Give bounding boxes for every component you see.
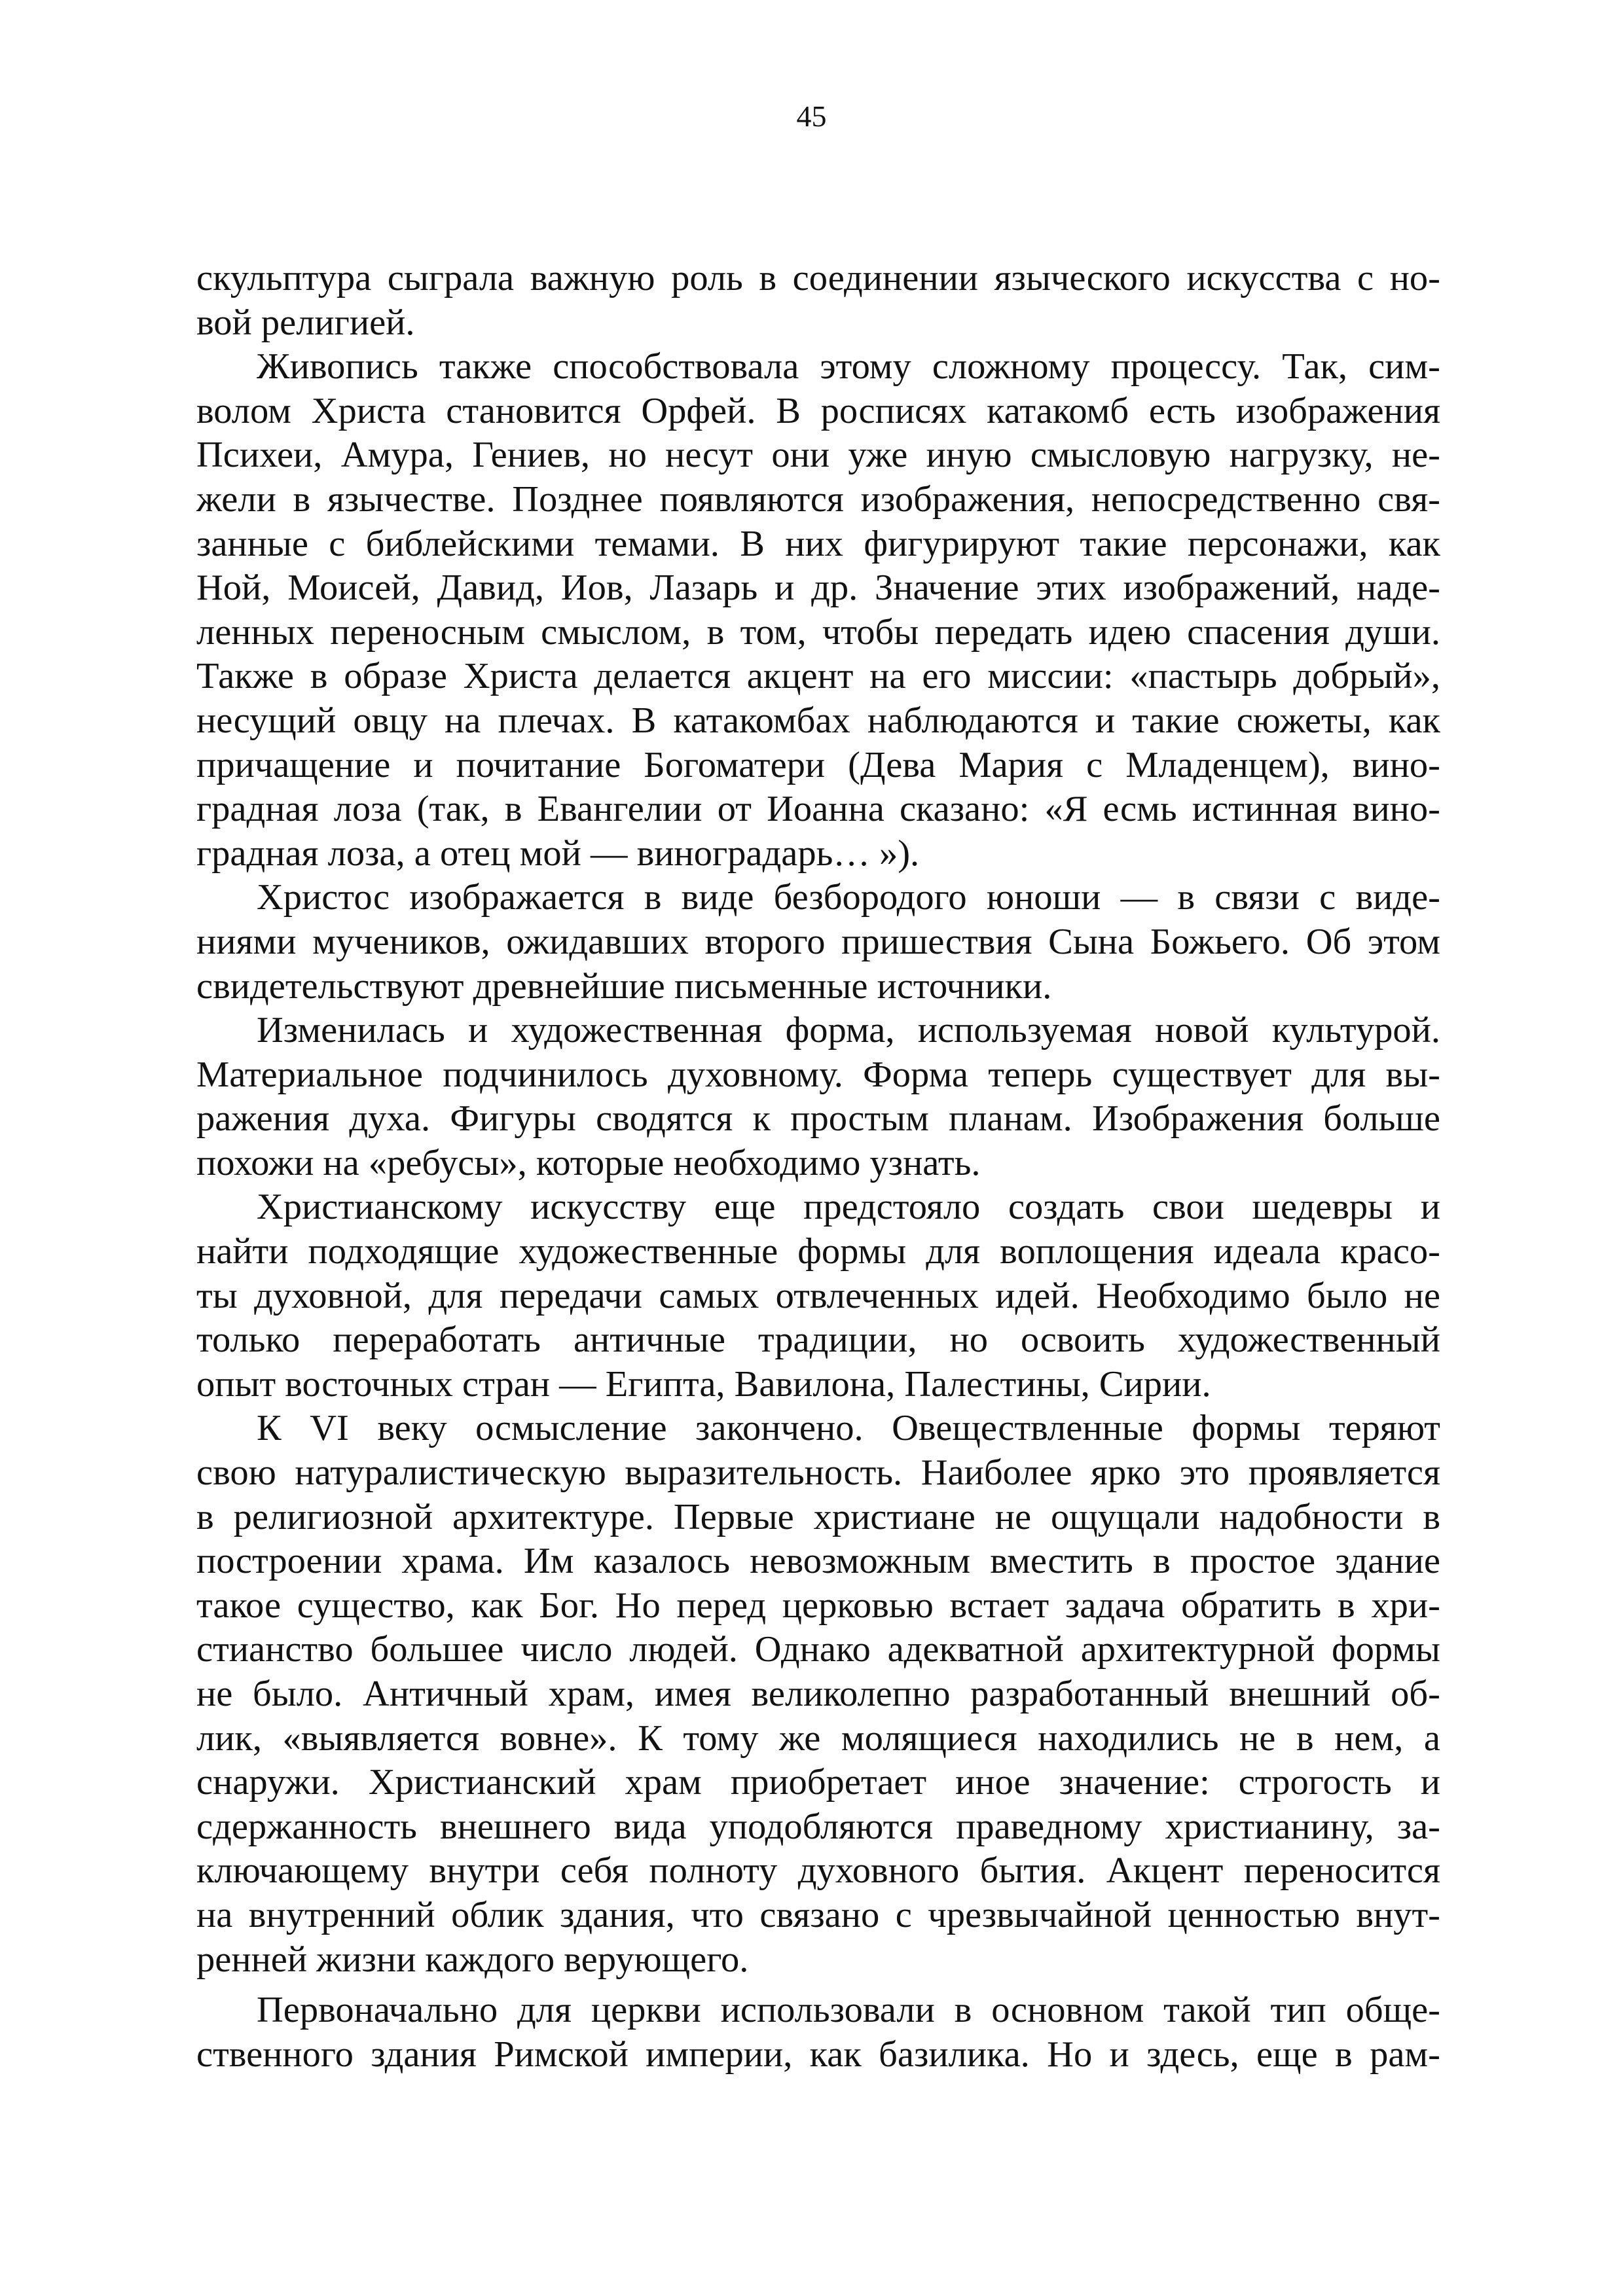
text-line: ленных переносным смыслом, в том, чтобы передать идею спасения души. — [196, 611, 1440, 653]
text-line: опыт восточных стран — Египта, Вавилона, Палестины, Сирии. — [196, 1363, 1211, 1405]
text-line: в религиозной архитектуре. Первые христиане не ощущали надобности в — [196, 1496, 1440, 1537]
text-line: такое существо, как Бог. Но перед церковью встает задача обратить в хри- — [196, 1585, 1440, 1626]
paragraph — [196, 1009, 1440, 1185]
text-line: волом Христа становится Орфей. В росписях катакомб есть изображения — [196, 390, 1440, 431]
text-line: Материальное подчинилось духовному. Форма теперь существует для вы- — [196, 1054, 1440, 1095]
text-line: ниями мучеников, ожидавших второго пришествия Сына Божьего. Об этом — [196, 921, 1440, 962]
text-line: занные с библейскими темами. В них фигурируют такие персонажи, как — [196, 523, 1440, 564]
text-line: свидетельствуют древнейшие письменные источники. — [196, 965, 1052, 1007]
text-line: градная лоза (так, в Евангелии от Иоанна сказано: «Я есмь истинная вино- — [196, 789, 1440, 830]
text-line: вой религией. — [196, 302, 415, 343]
page-number: 45 — [796, 99, 827, 133]
text-line: свою натуралистическую выразительность. Наиболее ярко это проявляется — [196, 1452, 1440, 1494]
paragraph — [196, 876, 1440, 1009]
body-text — [196, 257, 1440, 2077]
text-line: скульптура сыграла важную роль в соединении языческого искусства с но- — [196, 258, 1440, 298]
paragraph — [196, 257, 1440, 345]
text-line: не было. Античный храм, имея великолепно разработанный внешний об- — [196, 1674, 1440, 1714]
text-line: ты духовной, для передачи самых отвлеченных идей. Необходимо было не — [196, 1275, 1440, 1316]
text-line: Психеи, Амура, Гениев, но несут они уже иную смысловую нагрузку, не- — [196, 435, 1440, 476]
text-line: Также в образе Христа делается акцент на его миссии: «пастырь добрый», — [196, 656, 1440, 697]
text-line: ренней жизни каждого верующего. — [196, 1939, 749, 1980]
text-line: несущий овцу на плечах. В катакомбах наблюдаются и такие сюжеты, как — [196, 700, 1440, 741]
paragraph-gap — [196, 1982, 1440, 1988]
text-line: ключающему внутри себя полноту духовного бытия. Акцент переносится — [196, 1850, 1440, 1892]
text-line: найти подходящие художественные формы для воплощения идеала красо- — [196, 1231, 1440, 1272]
text-line: Христианскому искусству еще предстояло создать свои шедевры и — [257, 1187, 1440, 1228]
text-line: на внутренний облик здания, что связано с чрезвычайной ценностью внут- — [196, 1894, 1440, 1935]
text-line: градная лоза, а отец мой — виноградарь… »). — [196, 833, 920, 874]
text-line: сдержанность внешнего вида уподобляются праведному христианину, за- — [196, 1806, 1440, 1847]
text-line: стианство большее число людей. Однако адекватной архитектурной формы — [196, 1629, 1440, 1670]
text-line: причащение и почитание Богоматери (Дева Мария с Младенцем), вино- — [196, 744, 1440, 785]
paragraph — [196, 345, 1440, 876]
text-line: Изменилась и художественная форма, используемая новой культурой. — [257, 1010, 1440, 1051]
text-line: построении храма. Им казалось невозможным вместить в простое здание — [196, 1541, 1440, 1582]
text-line: Первоначально для церкви использовали в основном такой тип обще- — [257, 1990, 1440, 2031]
text-line: жели в язычестве. Позднее появляются изображения, непосредственно свя- — [196, 478, 1440, 520]
paragraph — [196, 1407, 1440, 1982]
text-line: снаружи. Христианский храм приобретает иное значение: строгость и — [196, 1762, 1440, 1803]
text-line: ражения духа. Фигуры сводятся к простым планам. Изображения больше — [196, 1098, 1440, 1139]
text-line: К VI веку осмысление закончено. Овеществленные формы теряют — [257, 1408, 1440, 1449]
text-line: Христос изображается в виде безбородого юноши — в связи с виде- — [257, 877, 1440, 918]
text-line: лик, «выявляется вовне». К тому же молящиеся находились не в нем, а — [196, 1717, 1440, 1759]
text-line: только переработать античные традиции, но освоить художественный — [196, 1319, 1440, 1361]
text-line: ственного здания Римской империи, как базилика. Но и здесь, еще в рам- — [196, 2034, 1440, 2075]
text-line: Живопись также способствовала этому сложному процессу. Так, сим- — [257, 346, 1440, 387]
text-line: Ной, Моисей, Давид, Иов, Лазарь и др. Значение этих изображений, наде- — [196, 567, 1440, 609]
text-line: похожи на «ребусы», которые необходимо узнать. — [196, 1142, 981, 1183]
paragraph — [196, 1185, 1440, 1407]
paragraph — [196, 1988, 1440, 2077]
